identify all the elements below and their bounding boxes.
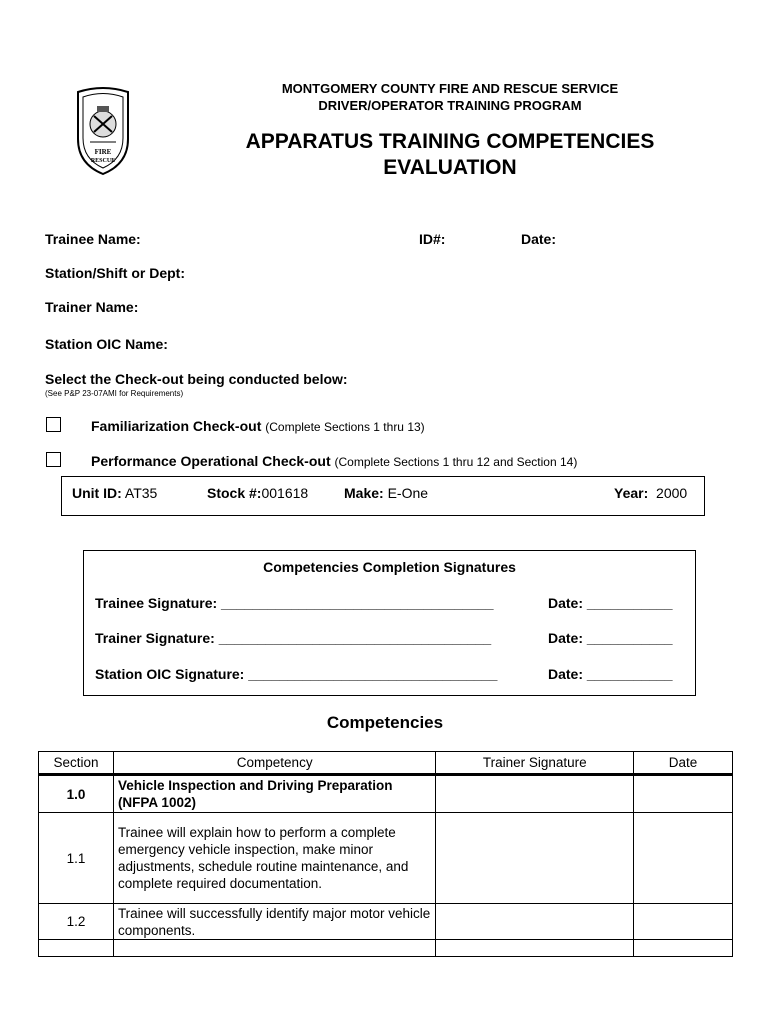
performance-checkbox[interactable] — [46, 452, 61, 467]
make-label: Make: — [344, 485, 384, 501]
competency-cell: Trainee will successfully identify major motor vehicle components. — [113, 904, 435, 940]
performance-label: Performance Operational Check-out — [91, 453, 331, 469]
competencies-table — [38, 751, 733, 957]
trainee-signature-line[interactable]: Trainee Signature: ___________________________________ — [95, 595, 494, 611]
familiarization-checkbox[interactable] — [46, 417, 61, 432]
competencies-title: Competencies — [326, 713, 444, 732]
competency-cell — [113, 940, 435, 957]
trainer-signature-line[interactable]: Trainer Signature: ___________________________________ — [95, 630, 492, 646]
col-header-section: Section — [39, 752, 114, 775]
col-header-competency: Competency — [113, 752, 435, 775]
competency-cell: Vehicle Inspection and Driving Preparation (NFPA 1002) — [113, 775, 435, 813]
section-cell: 1.2 — [39, 904, 114, 940]
unit-id-label: Unit ID: — [72, 485, 122, 501]
date-cell[interactable] — [634, 813, 733, 904]
section-cell: 1.0 — [39, 775, 114, 813]
date-cell[interactable] — [634, 904, 733, 940]
year — [614, 485, 687, 501]
title-line-2: EVALUATION — [383, 156, 517, 179]
trainer-signature-cell[interactable] — [436, 775, 634, 813]
table-row — [39, 904, 733, 940]
stock-label: Stock #: — [207, 485, 262, 501]
make — [344, 485, 428, 501]
date-cell[interactable] — [634, 775, 733, 813]
signatures-title: Competencies Completion Signatures — [263, 559, 516, 575]
table-row — [39, 775, 733, 813]
svg-text:FIRE: FIRE — [94, 148, 112, 156]
familiarization-option — [91, 418, 425, 434]
program-name: DRIVER/OPERATOR TRAINING PROGRAM — [318, 98, 582, 113]
oic-signature-line[interactable]: Station OIC Signature: ________________________________ — [95, 666, 498, 682]
performance-detail: (Complete Sections 1 thru 12 and Section 14) — [334, 455, 578, 469]
unit-info-box — [61, 476, 705, 516]
unit-id — [72, 485, 157, 501]
trainee-name-label: Trainee Name: — [45, 231, 141, 247]
header-org — [230, 80, 670, 114]
document-title — [205, 129, 695, 181]
trainer-signature-cell[interactable] — [436, 940, 634, 957]
table-row — [39, 813, 733, 904]
trainer-signature-cell[interactable] — [436, 813, 634, 904]
checkout-note: (See P&P 23-07AMI for Requirements) — [45, 389, 184, 398]
unit-id-value: AT35 — [124, 485, 158, 501]
id-label: ID#: — [419, 231, 446, 247]
competency-cell: Trainee will explain how to perform a complete emergency vehicle inspection, make minor adjustments, schedule routine maintenance, and complete required documentation. — [113, 813, 435, 904]
col-header-trainer-signature: Trainer Signature — [436, 752, 634, 775]
section-cell: 1.1 — [39, 813, 114, 904]
section-cell — [39, 940, 114, 957]
stock-value: 001618 — [261, 485, 309, 501]
col-header-date: Date — [634, 752, 733, 775]
year-label: Year: — [614, 485, 649, 501]
familiarization-label: Familiarization Check-out — [91, 418, 262, 434]
org-name: MONTGOMERY COUNTY FIRE AND RESCUE SERVICE — [281, 81, 619, 96]
date-label: Date: — [521, 231, 557, 247]
trainer-name-label: Trainer Name: — [45, 299, 139, 315]
performance-option — [91, 453, 577, 469]
svg-text:RESCUE: RESCUE — [90, 158, 116, 164]
trainer-signature-cell[interactable] — [436, 904, 634, 940]
year-value: 2000 — [656, 485, 688, 501]
date-cell[interactable] — [634, 940, 733, 957]
trainer-signature-date[interactable]: Date: ___________ — [548, 630, 673, 646]
familiarization-detail: (Complete Sections 1 thru 13) — [265, 420, 425, 434]
make-value: E-One — [387, 485, 429, 501]
table-row — [39, 940, 733, 957]
trainee-signature-date[interactable]: Date: ___________ — [548, 595, 673, 611]
oic-signature-date[interactable]: Date: ___________ — [548, 666, 673, 682]
station-label: Station/Shift or Dept: — [45, 265, 185, 281]
checkout-heading: Select the Check-out being conducted below: — [45, 371, 348, 387]
title-line-1: APPARATUS TRAINING COMPETENCIES — [245, 130, 655, 153]
table-header-row — [39, 752, 733, 775]
county-seal-logo — [72, 84, 134, 176]
station-oic-label: Station OIC Name: — [45, 336, 168, 352]
stock-number — [207, 485, 308, 501]
signatures-box — [83, 550, 696, 696]
